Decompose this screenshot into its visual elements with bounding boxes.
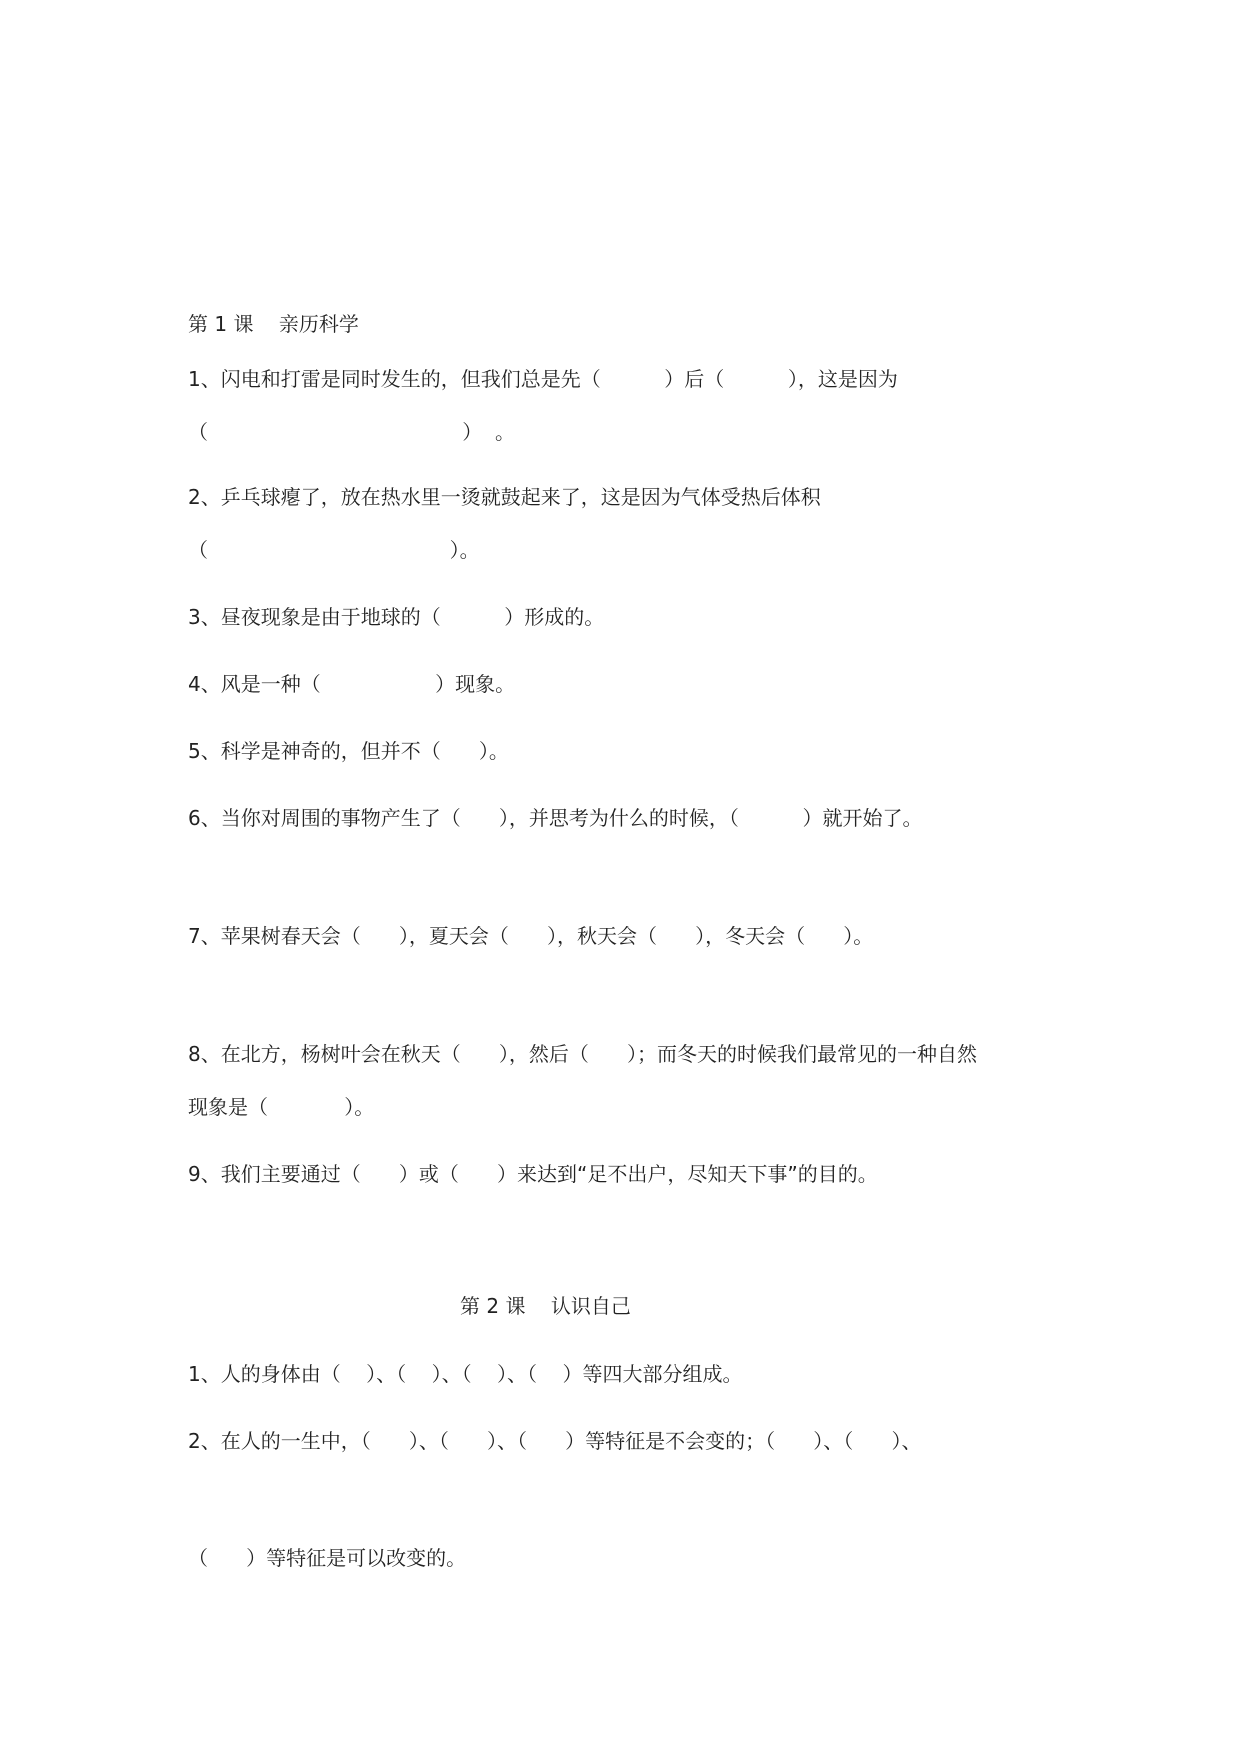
lesson-1-question-9: 9、我们主要通过（ ）或（ ）来达到“足不出户，尽知天下事”的目的。: [188, 1162, 878, 1186]
lesson-1-question-1-line-2: （ ） 。: [188, 420, 516, 444]
lesson-1-question-1-line-1: 1、闪电和打雷是同时发生的，但我们总是先（ ）后（ ），这是因为: [188, 367, 898, 391]
lesson-1-question-7: 7、苹果树春天会（ ），夏天会（ ），秋天会（ ），冬天会（ ）。: [188, 924, 874, 948]
lesson-1-question-8-line-1: 8、在北方，杨树叶会在秋天（ ），然后（ ）；而冬天的时候我们最常见的一种自然: [188, 1042, 978, 1066]
lesson-2-title: 第 2 课 认识自己: [460, 1294, 631, 1318]
lesson-2-question-2-line-2: （ ）等特征是可以改变的。: [188, 1546, 467, 1570]
lesson-1-question-6: 6、当你对周围的事物产生了（ ），并思考为什么的时候，（ ）就开始了。: [188, 806, 923, 830]
lesson-1-title: 第 1 课 亲历科学: [188, 312, 359, 336]
lesson-2-question-2-line-1: 2、在人的一生中，（ ）、（ ）、（ ）等特征是不会变的；（ ）、（ ）、: [188, 1429, 922, 1453]
lesson-1-question-3: 3、昼夜现象是由于地球的（ ）形成的。: [188, 605, 605, 629]
lesson-2-question-1: 1、人的身体由（ ）、（ ）、（ ）、（ ）等四大部分组成。: [188, 1362, 743, 1386]
lesson-1-question-4: 4、风是一种（ ）现象。: [188, 672, 516, 696]
lesson-1-question-2-line-1: 2、乒乓球瘪了，放在热水里一烫就鼓起来了，这是因为气体受热后体积: [188, 485, 821, 509]
lesson-1-question-2-line-2: （ ）。: [188, 538, 480, 562]
lesson-1-question-8-line-2: 现象是（ ）。: [188, 1095, 375, 1119]
lesson-1-question-5: 5、科学是神奇的，但并不（ ）。: [188, 739, 509, 763]
